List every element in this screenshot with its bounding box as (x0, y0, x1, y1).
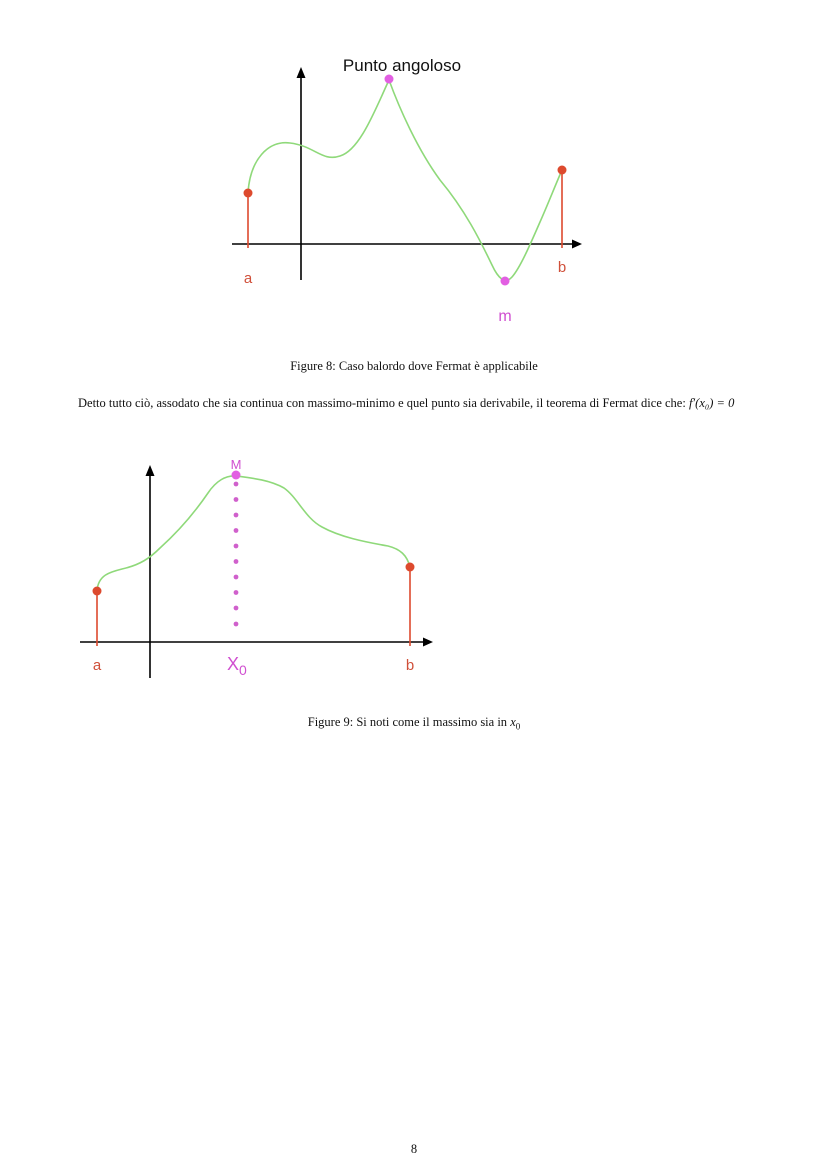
label-b: b (405, 657, 415, 674)
fermat-formula: f′(x₀) = 0 (688, 396, 735, 410)
figure-8-caption: Figure 8: Caso balordo dove Fermat è applicabile (290, 359, 538, 373)
label-a: a (92, 657, 102, 674)
figure-9-caption (0, 715, 828, 732)
caption-sub: 0 (515, 721, 521, 732)
endpoint-b-point (406, 563, 415, 572)
label-x0-letter: X (227, 654, 240, 674)
caption-var: x (510, 715, 516, 729)
label-x0 (227, 654, 247, 678)
corner-title: Punto angoloso (342, 56, 462, 75)
y-axis-arrow (146, 465, 155, 476)
label-x0-subscript: 0 (239, 662, 247, 678)
label-b: b (557, 259, 567, 276)
paragraph-text: Detto tutto ciò, assodato che sia continua con massimo-minimo e quel punto sia derivabile, il teorema di Fermat dice che: (78, 396, 689, 410)
function-curve (97, 476, 410, 591)
figure-9-caption-text: Figure 9: Si noti come il massimo sia in (307, 715, 511, 729)
x-axis-arrow (423, 638, 433, 647)
label-m: m (498, 308, 512, 325)
endpoint-a-point (93, 587, 102, 596)
label-a: a (243, 270, 253, 287)
maximum-dotted-line (234, 482, 239, 627)
label-M: M (230, 457, 242, 472)
page-number: 8 (410, 1142, 418, 1156)
